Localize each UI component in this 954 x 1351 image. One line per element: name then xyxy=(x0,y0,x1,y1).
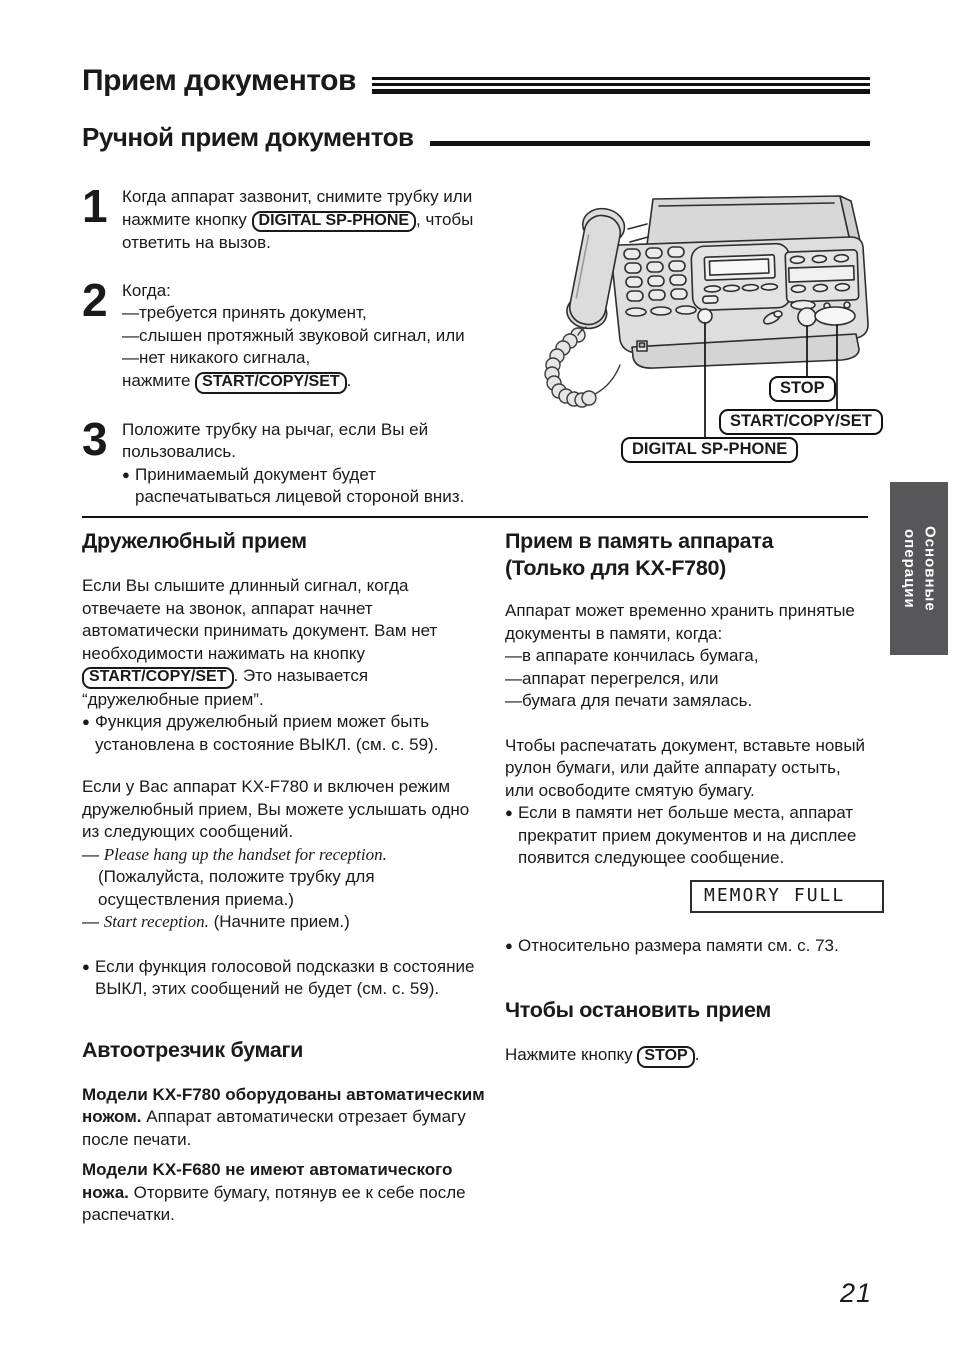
friendly-bullet-1-text: Функция дружелюбный прием может быть установлена в состояние ВЫКЛ. (см. с. 59). xyxy=(95,712,439,754)
function-key-row xyxy=(626,306,696,316)
memory-condition: —бумага для печати замялась. xyxy=(505,691,753,710)
bullet-icon: ● xyxy=(82,714,90,730)
memory-bullet-2-text: Относительно размера памяти см. с. 73. xyxy=(518,935,839,955)
memory-paragraph-1: Аппарат может временно хранить принятые документы в памяти, когда: xyxy=(505,601,855,643)
chapter-tab-text xyxy=(899,526,940,612)
bullet-icon: ● xyxy=(505,805,513,820)
digital-sp-phone-button xyxy=(698,309,712,323)
cutter-p2-bold: Модели KX-F680 не имеют автоматического ножа. xyxy=(82,1160,453,1202)
step-1-after: , чтобы ответить на вызов. xyxy=(122,209,474,253)
memory-condition: —аппарат перегрелся, или xyxy=(505,668,719,688)
step-2-line: —слышен протяжный звуковой сигнал, или xyxy=(122,325,465,345)
stop-button xyxy=(798,308,816,326)
cutter-paragraph-1 xyxy=(82,1084,489,1152)
lcd-screen xyxy=(709,259,768,275)
cutter-paragraph-2 xyxy=(82,1159,489,1227)
memory-paragraph-2: Чтобы распечатать документ, вставьте новый рулон бумаги, или дайте аппарату остыть, или освободите смятую бумагу. xyxy=(505,735,866,800)
step-2-text xyxy=(122,280,494,394)
cutter-p2-rest: Оторвите бумагу, потянув ее к себе после распечатки. xyxy=(82,1182,466,1225)
voice-message-2 xyxy=(82,911,489,934)
right-column xyxy=(505,528,869,1068)
page-number: 21 xyxy=(840,1278,873,1308)
friendly-bullet-2-text: Если функция голосовой подсказки в состояние ВЫКЛ, этих сообщений не будет (см. с. 59). xyxy=(95,956,475,999)
memory-bullet-1-text: Если в памяти нет больше места, аппарат прекратит прием документов и на дисплее появится следующее сообщение. xyxy=(518,803,857,867)
step-3-bullet xyxy=(122,464,494,509)
step-2-before-key: нажмите xyxy=(122,370,196,390)
voice-message-2-russian: (Начните прием.) xyxy=(208,912,350,932)
step-2-line: —требуется принять документ, xyxy=(122,303,367,323)
friendly-bullet-1 xyxy=(82,711,489,756)
friendly-p1-after: . Это называется “дружелюбные прием”. xyxy=(82,666,369,709)
step-1 xyxy=(82,180,494,255)
digital-sp-phone-keycap: DIGITAL SP-PHONE xyxy=(252,211,417,233)
step-1-text xyxy=(122,186,494,255)
stop-reception-instruction xyxy=(505,1044,869,1068)
memory-bullet-2 xyxy=(505,935,869,958)
step-2-number: 2 xyxy=(82,273,106,326)
step-1-before: Когда аппарат зазвонит, снимите трубку или нажмите кнопку xyxy=(122,187,473,229)
lcd-display: MEMORY FULL xyxy=(690,880,884,913)
section-header xyxy=(82,122,870,153)
memory-bullet-1 xyxy=(505,802,869,870)
chapter-header xyxy=(82,64,870,98)
step-1-number: 1 xyxy=(82,180,106,232)
friendly-paragraph-1 xyxy=(82,575,489,711)
section-title: Ручной прием документов xyxy=(82,122,414,152)
page-title: Прием документов xyxy=(82,64,356,97)
chapter-tab-line2: операции xyxy=(901,528,918,609)
friendly-reception-heading: Дружелюбный прием xyxy=(82,529,307,553)
dash: — xyxy=(82,912,104,932)
voice-message-1-english: Please hang up the handset for reception. xyxy=(103,844,387,864)
start-copy-set-button xyxy=(815,307,855,325)
step-2 xyxy=(82,273,494,394)
title-triple-rule xyxy=(372,77,870,94)
section-rule xyxy=(430,141,870,146)
step-3-text xyxy=(122,419,494,509)
one-touch-panel xyxy=(785,250,859,302)
voice-message-1-russian: (Пожалуйста, положите трубку для осуществления приема.) xyxy=(98,867,375,909)
memory-heading-line2: (Только для KX-F780) xyxy=(505,556,727,580)
dash: — xyxy=(82,844,104,864)
digital-sp-phone-callout-label: DIGITAL SP-PHONE xyxy=(621,437,798,463)
coiled-cord xyxy=(545,327,620,407)
bullet-icon: ● xyxy=(505,937,513,953)
stop-keycap: STOP xyxy=(637,1046,694,1068)
voice-message-2-english: Start reception. xyxy=(103,912,209,932)
start-copy-set-keycap: START/COPY/SET xyxy=(82,667,234,689)
friendly-p1-before: Если Вы слышите длинный сигнал, когда отвечаете на звонок, аппарат начнет автоматически принимать документ. Вам нет необходимости нажимать на кнопку xyxy=(82,576,438,663)
friendly-paragraph-2: Если у Вас аппарат KX-F780 и включен режим дружелюбный прием, Вы можете услышать одно из следующих сообщений. xyxy=(82,777,470,842)
step-3 xyxy=(82,412,494,509)
steps-list xyxy=(82,180,494,534)
step-2-action xyxy=(122,370,494,394)
paper-cutter-heading: Автоотрезчик бумаги xyxy=(82,1037,304,1062)
memory-heading-line1: Прием в память аппарата xyxy=(505,529,774,553)
friendly-bullet-2 xyxy=(82,956,489,1001)
chapter-tab-line1: Основные xyxy=(921,525,939,612)
step-3-main: Положите трубку на рычаг, если Вы ей пользовались. xyxy=(122,419,429,462)
step-3-bullet-text: Принимаемый документ будет распечатываться лицевой стороной вниз. xyxy=(135,464,465,507)
memory-condition: —в аппарате кончилась бумага, xyxy=(505,646,759,665)
fax-illustration xyxy=(520,185,890,470)
start-copy-set-callout-label: START/COPY/SET xyxy=(719,409,883,435)
section-divider xyxy=(82,516,868,518)
bullet-icon: ● xyxy=(122,466,130,482)
step-2-line: —нет никакого сигнала, xyxy=(122,348,311,368)
chapter-tab xyxy=(890,482,948,655)
voice-message-1 xyxy=(82,844,489,867)
start-copy-set-keycap: START/COPY/SET xyxy=(195,372,347,394)
stop-after: . xyxy=(694,1045,700,1064)
bullet-icon: ● xyxy=(82,958,90,974)
cutter-p1-rest: Аппарат автоматически отрезает бумагу после печати. xyxy=(82,1107,466,1149)
left-column xyxy=(82,528,489,1227)
control-panel xyxy=(691,243,791,310)
step-2-intro: Когда: xyxy=(122,280,171,300)
stop-reception-heading: Чтобы остановить прием xyxy=(505,998,771,1022)
step-2-after-key: . xyxy=(346,370,352,390)
memory-reception-heading xyxy=(505,528,869,582)
step-3-number: 3 xyxy=(82,412,106,465)
stop-before: Нажмите кнопку xyxy=(505,1045,638,1064)
stop-callout-label: STOP xyxy=(769,376,836,402)
cutter-p1-bold: Модели KX-F780 оборудованы автоматическим ножом. xyxy=(82,1084,485,1127)
